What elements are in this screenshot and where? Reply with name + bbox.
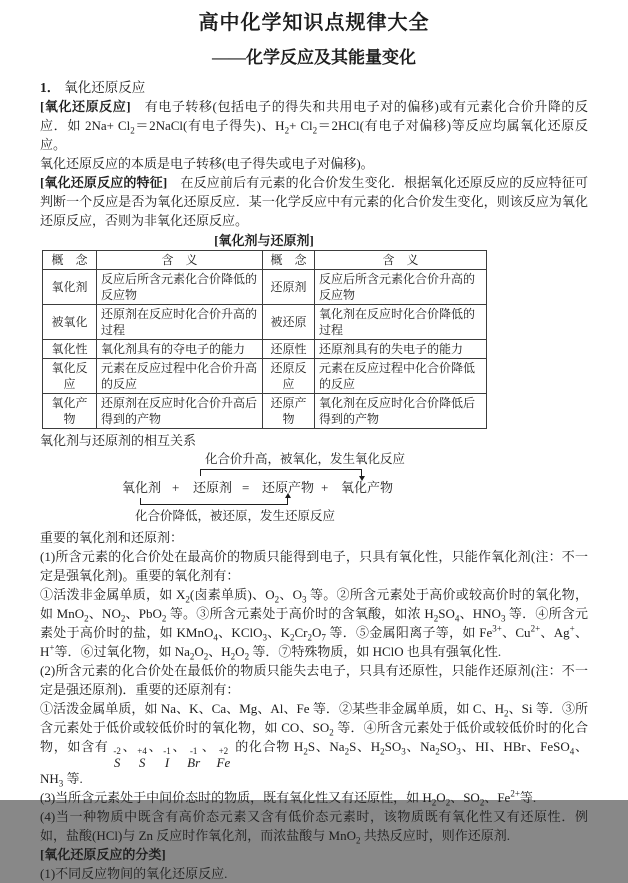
meaning-cell: 氧化剂在反应时化合价降低后得到的产物 [315, 394, 487, 429]
paragraph [40, 585, 588, 661]
paragraph-text: (3)当所含元素处于中间价态时的物质，既有氧化性又有还原性，如 $H_2O_2$、$SO_2$、$Fe^{2+}$等. [40, 788, 537, 808]
bottom-bracket-line [140, 498, 288, 505]
paragraph-text: (2)所含元素的化合价处在最低价的物质只能失去电子，只具有还原性，只能作还原剂(注：不一定是强还原剂)．重要的还原剂有： [40, 663, 588, 697]
concept-cell: 还原剂 [263, 270, 315, 305]
table-header-cell: 概 念 [263, 251, 315, 270]
paragraph [40, 788, 588, 807]
paragraph-text: ①活泼金属单质，如 Na、K、Ca、Mg、Al、Fe 等．②某些非金属单质，如 C、$H_2$、Si 等．③所含元素处于低价或较低价时的氧化物，如 CO、$SO_2$ 等．④所含元素处于低价或较低价时的化合物，如含有 -2 S 、 +4 S 、 -1 I 、 -1 Br 、 +2 Fe 的化合物 $H_2S$、$Na_2S$、$H_2SO_3$、$Na_2SO_3$、HI、HBr、FeSO$_4$、$NH_3$ 等. [40, 701, 589, 789]
meaning-cell: 还原剂具有的失电子的能力 [315, 340, 487, 359]
paragraph-text: (1)所含元素的化合价处在最高价的物质只能得到电子，只具有氧化性，只能作氧化剂(注：不一定是强氧化剂)。重要的氧化剂有： [40, 549, 588, 583]
top-bracket-line [200, 469, 362, 476]
equals-sign: = [242, 480, 250, 495]
paragraph-text: 在反应前后有元素的化合价发生变化．根据氧化还原反应的反应特征可判断一个反应是否为氧化还原反应．某一化学反应中有元素的化合价发生变化，则该反应为氧化还原反应，否则为非氧化还原反应。 [40, 175, 588, 228]
table-row [43, 340, 487, 359]
table-header-row [43, 251, 487, 270]
paragraph-text: 氧化还原反应的本质是电子转移(电子得失或电子对偏移)。 [40, 156, 374, 171]
meaning-cell: 元素在反应过程中化合价升高的反应 [97, 359, 263, 394]
paragraph [40, 547, 588, 585]
paragraph [40, 528, 588, 547]
paragraph [40, 807, 588, 845]
paragraph-text: ①活泼非金属单质，如 $X_2$(卤素单质)、$O_2$、$O_3$ 等。②所含元素处于高价或较高价时的氧化物，如 MnO$_2$、$NO_2$、PbO$_2$ 等。③所含元素处于高价时的含氧酸，如浓 $H_2SO_4$、$HNO_3$ 等．④所含元素处于高价时的盐，如 KMnO$_4$、KClO$_3$、$K_2Cr_2O_7$ 等．⑤金属阳离子等，如 $Fe^{3+}$、$Cu^{2+}$、Ag+、H+等．⑥过氧化物，如 $Na_2O_2$、$H_2O_2$ 等．⑦特殊物质，如 HClO 也具有强氧化性. [40, 587, 588, 662]
table-row [43, 359, 487, 394]
oxidation-state: +4 S [137, 746, 147, 770]
concept-cell: 氧化反应 [43, 359, 97, 394]
oxidation-state: +2 Fe [216, 746, 231, 770]
paragraph-text: (1)不同反应物间的氧化还原反应. [40, 866, 228, 881]
term-oxidant: 氧化剂 [122, 480, 162, 495]
term-reductant: 还原剂 [193, 480, 233, 495]
meaning-cell: 反应后所含元素化合价升高的反应物 [315, 270, 487, 305]
meaning-cell: 反应后所含元素化合价降低的反应物 [97, 270, 263, 305]
concept-cell: 还原性 [263, 340, 315, 359]
section-title: 氧化还原反应 [64, 80, 146, 95]
plus-sign: + [321, 480, 329, 495]
concept-cell: 被氧化 [43, 305, 97, 340]
meaning-cell: 还原剂在反应时化合价升高后得到的产物 [97, 394, 263, 429]
table-row [43, 305, 487, 340]
section-heading [40, 79, 588, 97]
concept-cell: 氧化产物 [43, 394, 97, 429]
oxidation-state: -2 S [113, 746, 121, 770]
paragraph [40, 154, 588, 173]
bold-lead-label: [氧化还原反应的分类] [40, 847, 166, 862]
paragraph-text: 重要的氧化剂和还原剂： [40, 530, 184, 545]
paragraph [40, 661, 588, 699]
paragraph [40, 699, 588, 788]
paragraph-text: (4)当一种物质中既含有高价态元素又含有低价态元素时，该物质既有氧化性又有还原性．例如，盐酸(HCl)与 Zn 反应时作氧化剂，而浓盐酸与 MnO$_2$ 共热反应时，则作还原剂. [40, 809, 588, 846]
document-subtitle: ——化学反应及其能量变化 [212, 48, 416, 67]
concept-cell: 还原产物 [263, 394, 315, 429]
meaning-cell: 元素在反应过程中化合价降低的反应 [315, 359, 487, 394]
table-caption: [氧化剂与还原剂] [214, 233, 314, 248]
table-header-cell: 概 念 [43, 251, 97, 270]
meaning-cell: 还原剂在反应时化合价升高的过程 [97, 305, 263, 340]
bold-lead-label: [氧化还原反应的特征] [40, 175, 168, 190]
relationship-diagram [110, 452, 580, 526]
term-reduction-product: 还原产物 [262, 480, 315, 495]
table-row [43, 270, 487, 305]
paragraph-text: 有电子转移(包括电子的得失和共用电子对的偏移)或有元素化合价升降的反应．如 $2Na+ Cl_2=2NaCl$(有电子得失)、$H_2+ Cl_2=2HCl$(有电子对偏移)等反应均属氧化还原反应。 [40, 99, 588, 152]
concept-cell: 被还原 [263, 305, 315, 340]
section-number: 1． [40, 80, 61, 95]
paragraph [40, 97, 588, 154]
table-header-cell: 含 义 [315, 251, 487, 270]
table-row [43, 394, 487, 429]
term-oxidation-product: 氧化产物 [341, 480, 394, 495]
body-paragraphs [40, 528, 588, 883]
diagram-caption: 氧化剂与还原剂的相互关系 [40, 433, 197, 448]
intro-paragraphs [40, 97, 588, 230]
paragraph [40, 845, 588, 864]
oxidation-state: -1 I [163, 746, 171, 770]
table-header-cell: 含 义 [97, 251, 263, 270]
paragraph [40, 864, 588, 883]
oxidation-state: -1 Br [187, 746, 201, 770]
oxidant-reductant-table [42, 250, 487, 429]
concept-cell: 氧化性 [43, 340, 97, 359]
diagram-top-label: 化合价升高，被氧化，发生氧化反应 [204, 452, 405, 466]
meaning-cell: 氧化剂具有的夺电子的能力 [97, 340, 263, 359]
concept-cell: 氧化剂 [43, 270, 97, 305]
bold-lead-label: [氧化还原反应] [40, 99, 131, 114]
concept-cell: 还原反应 [263, 359, 315, 394]
plus-sign: + [172, 480, 180, 495]
paragraph [40, 173, 588, 230]
meaning-cell: 氧化剂在反应时化合价降低的过程 [315, 305, 487, 340]
up-arrow-icon [285, 493, 291, 498]
diagram-bottom-label: 化合价降低，被还原，发生还原反应 [134, 509, 335, 523]
document-title: 高中化学知识点规律大全 [198, 12, 430, 34]
